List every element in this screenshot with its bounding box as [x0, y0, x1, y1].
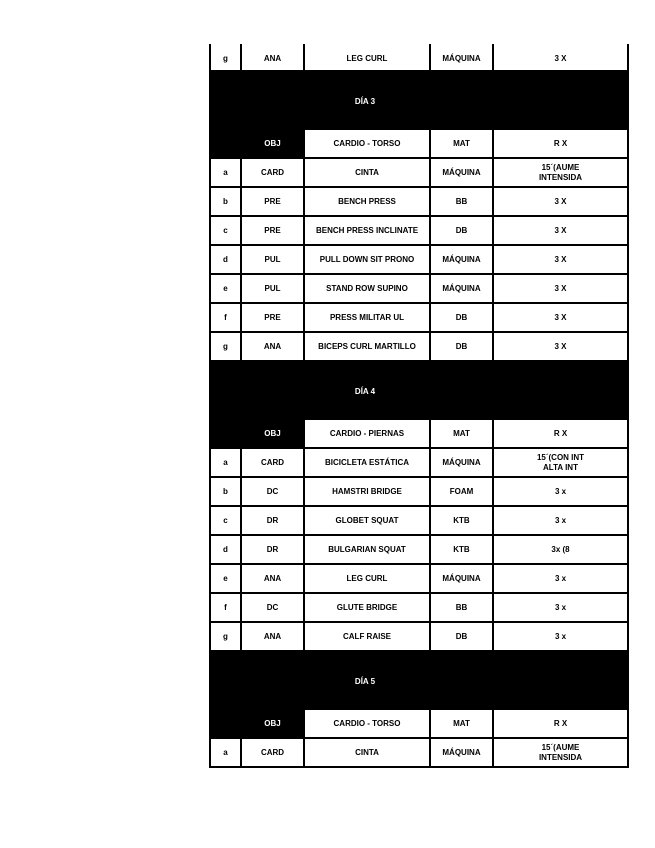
objective-cell: PRE [240, 188, 303, 217]
day-title: DÍA 5 [354, 676, 376, 686]
table-row [209, 507, 629, 536]
reps-cell: 3 X [492, 246, 629, 275]
reps-cell: 3 X [492, 188, 629, 217]
objective-cell: PRE [240, 217, 303, 246]
reps-cell: 3 x [492, 594, 629, 623]
objective-cell: CARD [240, 739, 303, 768]
exercise-cell: PULL DOWN SIT PRONO [303, 246, 429, 275]
reps-cell: 3 x [492, 507, 629, 536]
material-cell: BB [429, 594, 492, 623]
reps-line: ALTA INT [543, 462, 578, 472]
table-row [209, 304, 629, 333]
table-row [209, 159, 629, 188]
material-cell: DB [429, 333, 492, 362]
table-row [209, 246, 629, 275]
table-row [209, 536, 629, 565]
header-mat: MAT [429, 130, 492, 159]
exercise-cell: LEG CURL [303, 44, 429, 72]
objective-cell: ANA [240, 623, 303, 652]
exercise-cell: BICICLETA ESTÁTICA [303, 449, 429, 478]
material-cell: MÁQUINA [429, 275, 492, 304]
day-banner [209, 362, 629, 420]
material-cell: KTB [429, 536, 492, 565]
row-letter-cell: b [209, 188, 240, 217]
table-header-row [209, 420, 629, 449]
header-focus: CARDIO - TORSO [303, 710, 429, 739]
table-row [209, 594, 629, 623]
table-row [209, 188, 629, 217]
row-letter-cell: a [209, 159, 240, 188]
reps-cell [492, 159, 629, 188]
material-cell: BB [429, 188, 492, 217]
reps-line: 15´(AUME [541, 742, 580, 752]
workout-table [209, 44, 629, 768]
material-cell: DB [429, 623, 492, 652]
table-header-row [209, 710, 629, 739]
exercise-cell: LEG CURL [303, 565, 429, 594]
objective-cell: ANA [240, 44, 303, 72]
material-cell: DB [429, 304, 492, 333]
exercise-cell: CINTA [303, 739, 429, 768]
exercise-cell: BICEPS CURL MARTILLO [303, 333, 429, 362]
reps-line: INTENSIDA [538, 172, 583, 182]
row-letter-cell: g [209, 623, 240, 652]
exercise-cell: BENCH PRESS [303, 188, 429, 217]
header-blank-cell [209, 710, 240, 739]
row-letter-cell: f [209, 594, 240, 623]
header-reps: R X [492, 420, 629, 449]
exercise-cell: BULGARIAN SQUAT [303, 536, 429, 565]
material-cell: MÁQUINA [429, 246, 492, 275]
reps-line: 15´(CON INT [536, 452, 585, 462]
header-reps: R X [492, 710, 629, 739]
row-letter-cell: a [209, 449, 240, 478]
header-reps: R X [492, 130, 629, 159]
row-letter-cell: c [209, 507, 240, 536]
objective-cell: PRE [240, 304, 303, 333]
reps-cell: 3x (8 [492, 536, 629, 565]
exercise-cell: PRESS MILITAR UL [303, 304, 429, 333]
table-header-row [209, 130, 629, 159]
header-mat: MAT [429, 420, 492, 449]
exercise-cell: GLOBET SQUAT [303, 507, 429, 536]
reps-line: 15´(AUME [541, 162, 580, 172]
row-letter-cell: f [209, 304, 240, 333]
objective-cell: CARD [240, 159, 303, 188]
table-row [209, 275, 629, 304]
table-row [209, 217, 629, 246]
header-blank-cell [209, 420, 240, 449]
material-cell: MÁQUINA [429, 44, 492, 72]
row-letter-cell: d [209, 246, 240, 275]
reps-cell: 3 x [492, 623, 629, 652]
row-letter-cell: b [209, 478, 240, 507]
material-cell: MÁQUINA [429, 449, 492, 478]
reps-cell: 3 X [492, 304, 629, 333]
row-letter-cell: g [209, 333, 240, 362]
table-row [209, 565, 629, 594]
table-row [209, 478, 629, 507]
reps-cell: 3 X [492, 275, 629, 304]
material-cell: MÁQUINA [429, 159, 492, 188]
workout-sheet [209, 44, 585, 766]
objective-cell: DC [240, 478, 303, 507]
row-letter-cell: d [209, 536, 240, 565]
objective-cell: DC [240, 594, 303, 623]
header-focus: CARDIO - PIERNAS [303, 420, 429, 449]
exercise-cell: HAMSTRI BRIDGE [303, 478, 429, 507]
reps-cell [492, 739, 629, 768]
objective-cell: PUL [240, 275, 303, 304]
material-cell: MÁQUINA [429, 739, 492, 768]
material-cell: KTB [429, 507, 492, 536]
header-obj: OBJ [240, 420, 303, 449]
objective-cell: DR [240, 536, 303, 565]
header-focus: CARDIO - TORSO [303, 130, 429, 159]
row-letter-cell: a [209, 739, 240, 768]
exercise-cell: STAND ROW SUPINO [303, 275, 429, 304]
row-letter-cell: c [209, 217, 240, 246]
exercise-cell: GLUTE BRIDGE [303, 594, 429, 623]
header-blank-cell [209, 130, 240, 159]
objective-cell: CARD [240, 449, 303, 478]
objective-cell: ANA [240, 565, 303, 594]
row-letter-cell: e [209, 565, 240, 594]
table-row [209, 333, 629, 362]
day-title: DÍA 4 [354, 386, 376, 396]
day-banner [209, 652, 629, 710]
header-obj: OBJ [240, 710, 303, 739]
exercise-cell: CINTA [303, 159, 429, 188]
table-row [209, 623, 629, 652]
reps-cell [492, 449, 629, 478]
reps-cell: 3 X [492, 44, 629, 72]
table-row-partial [209, 44, 629, 72]
objective-cell: DR [240, 507, 303, 536]
row-letter-cell: e [209, 275, 240, 304]
material-cell: FOAM [429, 478, 492, 507]
table-row [209, 449, 629, 478]
reps-cell: 3 x [492, 478, 629, 507]
reps-cell: 3 x [492, 565, 629, 594]
reps-line: INTENSIDA [538, 752, 583, 762]
row-letter-cell: g [209, 44, 240, 72]
reps-cell: 3 X [492, 217, 629, 246]
material-cell: DB [429, 217, 492, 246]
day-title: DÍA 3 [354, 96, 376, 106]
exercise-cell: CALF RAISE [303, 623, 429, 652]
reps-cell: 3 X [492, 333, 629, 362]
header-mat: MAT [429, 710, 492, 739]
objective-cell: ANA [240, 333, 303, 362]
material-cell: MÁQUINA [429, 565, 492, 594]
header-obj: OBJ [240, 130, 303, 159]
objective-cell: PUL [240, 246, 303, 275]
day-banner [209, 72, 629, 130]
table-row [209, 739, 629, 768]
exercise-cell: BENCH PRESS INCLINATE [303, 217, 429, 246]
